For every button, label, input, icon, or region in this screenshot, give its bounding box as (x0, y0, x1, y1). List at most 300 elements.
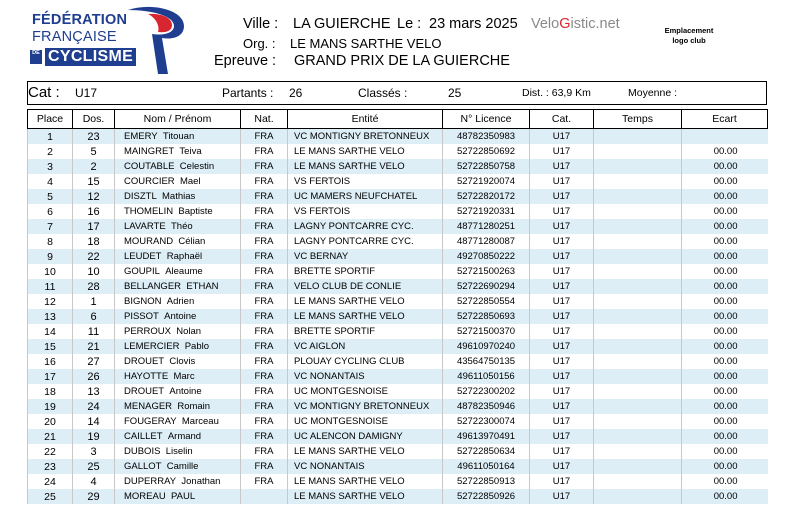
time-cell (594, 234, 682, 249)
first-name: Marc (173, 371, 195, 382)
last-name: MOURAND (124, 236, 174, 247)
nationality-cell: FRA (241, 129, 288, 145)
time-cell (594, 444, 682, 459)
table-row (28, 204, 768, 219)
table-row (28, 369, 768, 384)
col-header-nom: Nom / Prénom (115, 110, 241, 129)
dossard-cell: 25 (73, 459, 115, 474)
place-cell: 21 (28, 429, 73, 444)
logo-line-francaise: FRANÇAISE (32, 29, 117, 45)
licence-cell: 48771280251 (443, 219, 530, 234)
place-cell: 23 (28, 459, 73, 474)
dossard-cell: 23 (73, 129, 115, 145)
last-name: LAVARTE (124, 221, 166, 232)
name-cell (115, 279, 241, 294)
first-name: Théo (171, 221, 193, 232)
category-cell: U17 (530, 264, 594, 279)
name-cell (115, 429, 241, 444)
category-cell: U17 (530, 324, 594, 339)
table-row (28, 234, 768, 249)
table-row (28, 174, 768, 189)
time-cell (594, 414, 682, 429)
dossard-cell: 24 (73, 399, 115, 414)
category-cell: U17 (530, 369, 594, 384)
category-cell: U17 (530, 174, 594, 189)
gap-cell: 00.00 (682, 249, 768, 264)
time-cell (594, 339, 682, 354)
entity-cell: LAGNY PONTCARRE CYC. (288, 234, 443, 249)
first-name: Camille (166, 461, 199, 472)
first-name: PAUL (170, 491, 196, 502)
nationality-cell: FRA (241, 219, 288, 234)
name-cell (115, 219, 241, 234)
entity-cell: UC ALENCON DAMIGNY (288, 429, 443, 444)
first-name: Adrien (166, 296, 195, 307)
table-row (28, 429, 768, 444)
last-name: GALLOT (124, 461, 162, 472)
brand-part-1: Velo (531, 16, 560, 32)
distance: Dist. : 63,9 Km (522, 87, 591, 99)
col-header-dos: Dos. (73, 110, 115, 129)
time-cell (594, 399, 682, 414)
first-name: Nolan (176, 326, 202, 337)
epreuve-label: Epreuve : (214, 53, 277, 69)
entity-cell: VC MONTIGNY BRETONNEUX (288, 129, 443, 145)
time-cell (594, 129, 682, 145)
category-cell: U17 (530, 444, 594, 459)
place-cell: 25 (28, 489, 73, 504)
nationality-cell: FRA (241, 429, 288, 444)
classes-label: Classés : (358, 86, 408, 100)
dossard-cell: 13 (73, 384, 115, 399)
epreuve-value: GRAND PRIX DE LA GUIERCHE (294, 53, 510, 69)
dossard-cell: 29 (73, 489, 115, 504)
time-cell (594, 489, 682, 504)
table-row (28, 219, 768, 234)
col-header-ecart: Ecart (682, 110, 768, 129)
licence-cell: 48782350946 (443, 399, 530, 414)
race-info-bar (27, 81, 767, 105)
first-name: Antoine (164, 311, 197, 322)
first-name: Pablo (184, 341, 210, 352)
place-cell: 14 (28, 324, 73, 339)
licence-cell: 49611050164 (443, 459, 530, 474)
col-header-entite: Entité (288, 110, 443, 129)
last-name: DROUET (124, 356, 165, 367)
col-header-place: Place (28, 110, 73, 129)
name-cell (115, 324, 241, 339)
name-cell (115, 189, 241, 204)
nationality-cell: FRA (241, 459, 288, 474)
last-name: DUBOIS (124, 446, 161, 457)
last-name: BELLANGER (124, 281, 182, 292)
time-cell (594, 204, 682, 219)
last-name: COUTABLE (124, 161, 175, 172)
entity-cell: BRETTE SPORTIF (288, 264, 443, 279)
category-cell: U17 (530, 234, 594, 249)
results-body (28, 129, 768, 505)
nationality-cell: FRA (241, 444, 288, 459)
place-cell: 20 (28, 414, 73, 429)
classes-value: 25 (448, 86, 462, 100)
place-cell: 13 (28, 309, 73, 324)
first-name: Clovis (169, 356, 196, 367)
org-label: Org. : (243, 36, 276, 51)
entity-cell: UC MONTGESNOISE (288, 384, 443, 399)
entity-cell: VC NONANTAIS (288, 369, 443, 384)
category-cell: U17 (530, 129, 594, 145)
time-cell (594, 159, 682, 174)
time-cell (594, 354, 682, 369)
entity-cell: VC BERNAY (288, 249, 443, 264)
name-cell (115, 414, 241, 429)
first-name: Aleaume (165, 266, 203, 277)
entity-cell: UC MAMERS NEUFCHATEL (288, 189, 443, 204)
entity-cell: LE MANS SARTHE VELO (288, 159, 443, 174)
licence-cell: 52722850913 (443, 474, 530, 489)
licence-cell: 48771280087 (443, 234, 530, 249)
dossard-cell: 5 (73, 144, 115, 159)
table-row (28, 414, 768, 429)
last-name: MAINGRET (124, 146, 175, 157)
name-cell (115, 249, 241, 264)
name-cell (115, 399, 241, 414)
entity-cell: LE MANS SARTHE VELO (288, 294, 443, 309)
dossard-cell: 18 (73, 234, 115, 249)
col-header-temps: Temps (594, 110, 682, 129)
licence-cell: 52722690294 (443, 279, 530, 294)
name-cell (115, 474, 241, 489)
nationality-cell: FRA (241, 264, 288, 279)
col-header-licence: N° Licence (443, 110, 530, 129)
place-cell: 6 (28, 204, 73, 219)
org-value: LE MANS SARTHE VELO (290, 36, 442, 51)
time-cell (594, 309, 682, 324)
gap-cell: 00.00 (682, 264, 768, 279)
col-header-cat: Cat. (530, 110, 594, 129)
nationality-cell: FRA (241, 174, 288, 189)
table-row (28, 444, 768, 459)
first-name: Baptiste (178, 206, 213, 217)
last-name: DUPERRAY (124, 476, 177, 487)
nationality-cell: FRA (241, 279, 288, 294)
place-cell: 16 (28, 354, 73, 369)
nationality-cell: FRA (241, 369, 288, 384)
gap-cell: 00.00 (682, 384, 768, 399)
nationality-cell: FRA (241, 159, 288, 174)
category-cell: U17 (530, 144, 594, 159)
nationality-cell: FRA (241, 309, 288, 324)
nationality-cell: FRA (241, 249, 288, 264)
name-cell (115, 369, 241, 384)
table-row (28, 144, 768, 159)
entity-cell: UC MONTGESNOISE (288, 414, 443, 429)
category-cell: U17 (530, 489, 594, 504)
first-name: Mael (179, 176, 201, 187)
name-cell (115, 174, 241, 189)
category-cell: U17 (530, 204, 594, 219)
last-name: HAYOTTE (124, 371, 169, 382)
category-cell: U17 (530, 354, 594, 369)
gap-cell: 00.00 (682, 309, 768, 324)
last-name: MENAGER (124, 401, 173, 412)
nationality-cell (241, 489, 288, 504)
gap-cell: 00.00 (682, 234, 768, 249)
entity-cell: VS FERTOIS (288, 174, 443, 189)
time-cell (594, 219, 682, 234)
table-row (28, 399, 768, 414)
time-cell (594, 264, 682, 279)
category-cell: U17 (530, 219, 594, 234)
category-cell: U17 (530, 294, 594, 309)
name-cell (115, 159, 241, 174)
table-row (28, 264, 768, 279)
entity-cell: VC NONANTAIS (288, 459, 443, 474)
last-name: GOUPIL (124, 266, 160, 277)
entity-cell: BRETTE SPORTIF (288, 324, 443, 339)
partants-label: Partants : (222, 86, 274, 100)
entity-cell: VELO CLUB DE CONLIE (288, 279, 443, 294)
table-row (28, 459, 768, 474)
licence-cell: 49270850222 (443, 249, 530, 264)
name-cell (115, 204, 241, 219)
logo-line-federation: FÉDÉRATION (32, 12, 128, 28)
licence-cell: 43564750135 (443, 354, 530, 369)
results-table (27, 109, 768, 504)
gap-cell: 00.00 (682, 474, 768, 489)
ffc-emblem-icon (122, 4, 192, 76)
club-logo-placeholder (654, 26, 724, 46)
gap-cell: 00.00 (682, 294, 768, 309)
cat-value: U17 (75, 86, 98, 100)
first-name: Mathias (162, 191, 196, 202)
partants-value: 26 (289, 86, 303, 100)
licence-cell: 52722850693 (443, 309, 530, 324)
name-cell (115, 309, 241, 324)
nationality-cell: FRA (241, 144, 288, 159)
first-name: Jonathan (181, 476, 221, 487)
name-cell (115, 339, 241, 354)
category-cell: U17 (530, 159, 594, 174)
time-cell (594, 279, 682, 294)
place-cell: 4 (28, 174, 73, 189)
licence-cell: 52721920074 (443, 174, 530, 189)
licence-cell: 52722300202 (443, 384, 530, 399)
time-cell (594, 174, 682, 189)
nationality-cell: FRA (241, 294, 288, 309)
gap-cell: 00.00 (682, 399, 768, 414)
last-name: DISZTL (124, 191, 157, 202)
last-name: COURCIER (124, 176, 175, 187)
category-cell: U17 (530, 189, 594, 204)
time-cell (594, 384, 682, 399)
gap-cell: 00.00 (682, 174, 768, 189)
last-name: FOUGERAY (124, 416, 177, 427)
dossard-cell: 22 (73, 249, 115, 264)
category-cell: U17 (530, 339, 594, 354)
dossard-cell: 4 (73, 474, 115, 489)
last-name: CAILLET (124, 431, 163, 442)
entity-cell: PLOUAY CYCLING CLUB (288, 354, 443, 369)
licence-cell: 52721500370 (443, 324, 530, 339)
time-cell (594, 369, 682, 384)
time-cell (594, 459, 682, 474)
velogistic-brand (531, 16, 620, 32)
gap-cell: 00.00 (682, 429, 768, 444)
gap-cell: 00.00 (682, 489, 768, 504)
last-name: MOREAU (124, 491, 166, 502)
name-cell (115, 384, 241, 399)
ffc-logo (26, 4, 192, 76)
time-cell (594, 324, 682, 339)
name-cell (115, 129, 241, 145)
first-name: Célian (178, 236, 206, 247)
table-row (28, 309, 768, 324)
nationality-cell: FRA (241, 189, 288, 204)
nationality-cell: FRA (241, 204, 288, 219)
place-cell: 24 (28, 474, 73, 489)
licence-cell: 49611050156 (443, 369, 530, 384)
gap-cell: 00.00 (682, 159, 768, 174)
last-name: EMERY (124, 131, 158, 142)
col-header-nat: Nat. (241, 110, 288, 129)
category-cell: U17 (530, 384, 594, 399)
name-cell (115, 354, 241, 369)
table-row (28, 189, 768, 204)
dossard-cell: 28 (73, 279, 115, 294)
category-cell: U17 (530, 309, 594, 324)
place-cell: 5 (28, 189, 73, 204)
dossard-cell: 1 (73, 294, 115, 309)
licence-cell: 49613970491 (443, 429, 530, 444)
entity-cell: VC AIGLON (288, 339, 443, 354)
entity-cell: LAGNY PONTCARRE CYC. (288, 219, 443, 234)
gap-cell: 00.00 (682, 339, 768, 354)
time-cell (594, 144, 682, 159)
dossard-cell: 27 (73, 354, 115, 369)
ville-label: Ville : (243, 16, 279, 32)
dossard-cell: 26 (73, 369, 115, 384)
cat-label: Cat : (28, 84, 60, 101)
place-cell: 11 (28, 279, 73, 294)
dossard-cell: 10 (73, 264, 115, 279)
table-row (28, 474, 768, 489)
entity-cell: LE MANS SARTHE VELO (288, 144, 443, 159)
entity-cell: LE MANS SARTHE VELO (288, 309, 443, 324)
name-cell (115, 444, 241, 459)
gap-cell: 00.00 (682, 459, 768, 474)
last-name: LEUDET (124, 251, 162, 262)
table-row (28, 159, 768, 174)
dossard-cell: 14 (73, 414, 115, 429)
first-name: Antoine (169, 386, 202, 397)
table-row (28, 294, 768, 309)
brand-part-g: G (559, 16, 571, 32)
category-cell: U17 (530, 474, 594, 489)
place-cell: 19 (28, 399, 73, 414)
table-row (28, 129, 768, 145)
name-cell (115, 264, 241, 279)
nationality-cell: FRA (241, 384, 288, 399)
ville-value: LA GUIERCHE (293, 16, 391, 32)
dossard-cell: 2 (73, 159, 115, 174)
first-name: Romain (177, 401, 211, 412)
licence-cell: 52722850692 (443, 144, 530, 159)
first-name: Marceau (181, 416, 219, 427)
place-cell: 17 (28, 369, 73, 384)
category-cell: U17 (530, 399, 594, 414)
time-cell (594, 429, 682, 444)
name-cell (115, 294, 241, 309)
licence-cell: 52722850926 (443, 489, 530, 504)
gap-cell: 00.00 (682, 444, 768, 459)
table-row (28, 339, 768, 354)
dossard-cell: 19 (73, 429, 115, 444)
last-name: THOMELIN (124, 206, 174, 217)
first-name: Raphaël (166, 251, 203, 262)
dossard-cell: 12 (73, 189, 115, 204)
date-label: Le : (397, 16, 422, 32)
moyenne-label: Moyenne : (628, 87, 678, 99)
nationality-cell: FRA (241, 399, 288, 414)
place-cell: 22 (28, 444, 73, 459)
licence-cell: 49610970240 (443, 339, 530, 354)
first-name: ETHAN (186, 281, 219, 292)
gap-cell: 00.00 (682, 189, 768, 204)
place-cell: 18 (28, 384, 73, 399)
table-row (28, 489, 768, 504)
entity-cell: VC MONTIGNY BRETONNEUX (288, 399, 443, 414)
table-row (28, 324, 768, 339)
category-cell: U17 (530, 279, 594, 294)
gap-cell: 00.00 (682, 369, 768, 384)
entity-cell: VS FERTOIS (288, 204, 443, 219)
place-cell: 15 (28, 339, 73, 354)
first-name: Liselin (165, 446, 193, 457)
place-cell: 8 (28, 234, 73, 249)
brand-part-2: istic.net (570, 16, 620, 32)
nationality-cell: FRA (241, 474, 288, 489)
nationality-cell: FRA (241, 339, 288, 354)
place-cell: 2 (28, 144, 73, 159)
dossard-cell: 11 (73, 324, 115, 339)
nationality-cell: FRA (241, 234, 288, 249)
dossard-cell: 6 (73, 309, 115, 324)
time-cell (594, 474, 682, 489)
time-cell (594, 294, 682, 309)
place-cell: 10 (28, 264, 73, 279)
table-row (28, 354, 768, 369)
logo-club-text: logo club (672, 36, 706, 45)
nationality-cell: FRA (241, 414, 288, 429)
dossard-cell: 16 (73, 204, 115, 219)
gap-cell: 00.00 (682, 324, 768, 339)
licence-cell: 48782350983 (443, 129, 530, 145)
gap-cell: 00.00 (682, 354, 768, 369)
place-cell: 1 (28, 129, 73, 145)
first-name: Teiva (179, 146, 202, 157)
dossard-cell: 21 (73, 339, 115, 354)
time-cell (594, 249, 682, 264)
place-cell: 9 (28, 249, 73, 264)
category-cell: U17 (530, 249, 594, 264)
last-name: LEMERCIER (124, 341, 180, 352)
first-name: Armand (167, 431, 202, 442)
last-name: PISSOT (124, 311, 159, 322)
gap-cell: 00.00 (682, 414, 768, 429)
licence-cell: 52722850758 (443, 159, 530, 174)
category-cell: U17 (530, 414, 594, 429)
